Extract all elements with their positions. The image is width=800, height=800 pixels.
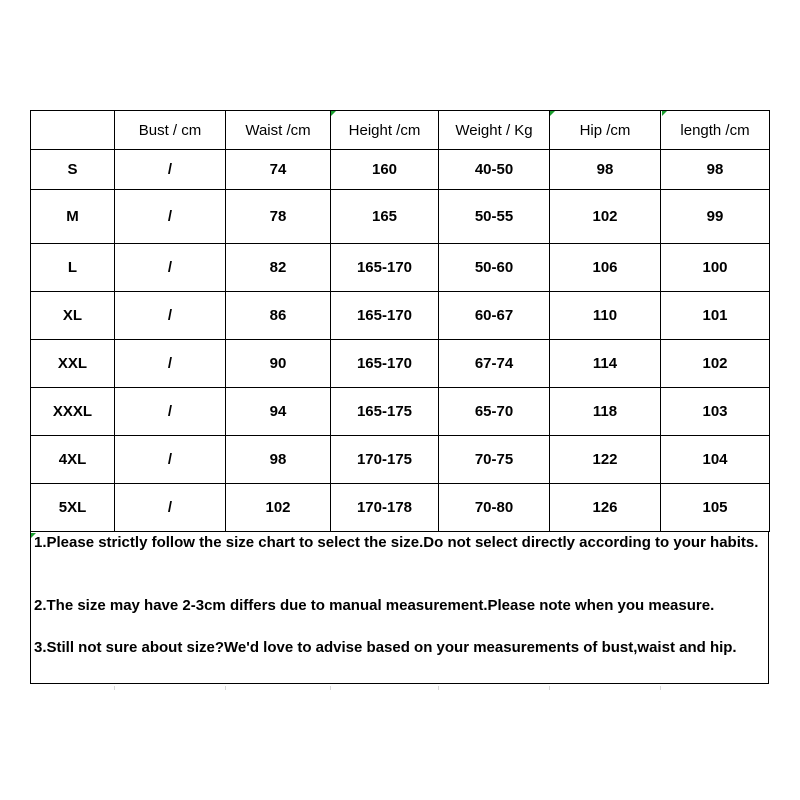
cell-weight: 50-60 [439, 244, 550, 292]
header-bust: Bust / cm [115, 111, 226, 150]
table-header-row [31, 111, 770, 150]
cell-hip: 126 [550, 484, 661, 532]
header-weight: Weight / Kg [439, 111, 550, 150]
cell-hip: 114 [550, 340, 661, 388]
header-corner [31, 111, 115, 150]
comment-marker-icon [662, 111, 667, 116]
cell-hip: 102 [550, 190, 661, 244]
cell-weight: 40-50 [439, 150, 550, 190]
cell-size: L [31, 244, 115, 292]
cell-height: 165-170 [331, 292, 439, 340]
cell-weight: 65-70 [439, 388, 550, 436]
gridline-stub [660, 686, 661, 690]
header-hip: Hip /cm [550, 111, 661, 150]
cell-height: 160 [331, 150, 439, 190]
cell-height: 165-170 [331, 244, 439, 292]
cell-waist: 102 [226, 484, 331, 532]
header-waist: Waist /cm [226, 111, 331, 150]
cell-length: 100 [661, 244, 770, 292]
cell-weight: 67-74 [439, 340, 550, 388]
note-3: 3.Still not sure about size?We'd love to advise based on your measurements of bust,waist and hip. [34, 639, 737, 656]
cell-weight: 60-67 [439, 292, 550, 340]
table-row [31, 244, 770, 292]
cell-length: 103 [661, 388, 770, 436]
note-1: 1.Please strictly follow the size chart to select the size.Do not select directly according to your habits. [34, 534, 759, 551]
table-row [31, 484, 770, 532]
cell-size: 5XL [31, 484, 115, 532]
cell-size: S [31, 150, 115, 190]
cell-size: XXXL [31, 388, 115, 436]
cell-size: XXL [31, 340, 115, 388]
size-chart [30, 110, 769, 684]
gridline-stub [114, 686, 115, 690]
cell-size: 4XL [31, 436, 115, 484]
cell-bust: / [115, 388, 226, 436]
comment-marker-icon [31, 533, 36, 538]
header-height: Height /cm [331, 111, 439, 150]
cell-bust: / [115, 484, 226, 532]
cell-waist: 86 [226, 292, 331, 340]
cell-length: 102 [661, 340, 770, 388]
cell-weight: 70-80 [439, 484, 550, 532]
table-row [31, 150, 770, 190]
cell-waist: 78 [226, 190, 331, 244]
gridline-stub [549, 686, 550, 690]
cell-length: 98 [661, 150, 770, 190]
cell-hip: 118 [550, 388, 661, 436]
cell-length: 104 [661, 436, 770, 484]
cell-waist: 94 [226, 388, 331, 436]
cell-bust: / [115, 340, 226, 388]
cell-height: 170-175 [331, 436, 439, 484]
table-row [31, 436, 770, 484]
cell-waist: 98 [226, 436, 331, 484]
comment-marker-icon [550, 111, 555, 116]
cell-hip: 98 [550, 150, 661, 190]
cell-bust: / [115, 244, 226, 292]
cell-waist: 82 [226, 244, 331, 292]
cell-height: 170-178 [331, 484, 439, 532]
cell-hip: 110 [550, 292, 661, 340]
cell-bust: / [115, 292, 226, 340]
table-row [31, 190, 770, 244]
table-row [31, 388, 770, 436]
cell-height: 165-175 [331, 388, 439, 436]
cell-waist: 74 [226, 150, 331, 190]
header-length: length /cm [661, 111, 770, 150]
cell-bust: / [115, 190, 226, 244]
comment-marker-icon [331, 111, 336, 116]
size-table [30, 110, 770, 532]
cell-height: 165-170 [331, 340, 439, 388]
size-notes [30, 532, 769, 684]
cell-bust: / [115, 436, 226, 484]
table-row [31, 292, 770, 340]
gridline-stub [225, 686, 226, 690]
cell-size: M [31, 190, 115, 244]
cell-hip: 122 [550, 436, 661, 484]
cell-weight: 70-75 [439, 436, 550, 484]
gridline-stub [438, 686, 439, 690]
cell-length: 105 [661, 484, 770, 532]
cell-size: XL [31, 292, 115, 340]
cell-bust: / [115, 150, 226, 190]
cell-weight: 50-55 [439, 190, 550, 244]
cell-hip: 106 [550, 244, 661, 292]
cell-waist: 90 [226, 340, 331, 388]
note-2: 2.The size may have 2-3cm differs due to manual measurement.Please note when you measure. [34, 597, 715, 614]
cell-length: 101 [661, 292, 770, 340]
gridline-stub [330, 686, 331, 690]
cell-length: 99 [661, 190, 770, 244]
cell-height: 165 [331, 190, 439, 244]
table-row [31, 340, 770, 388]
